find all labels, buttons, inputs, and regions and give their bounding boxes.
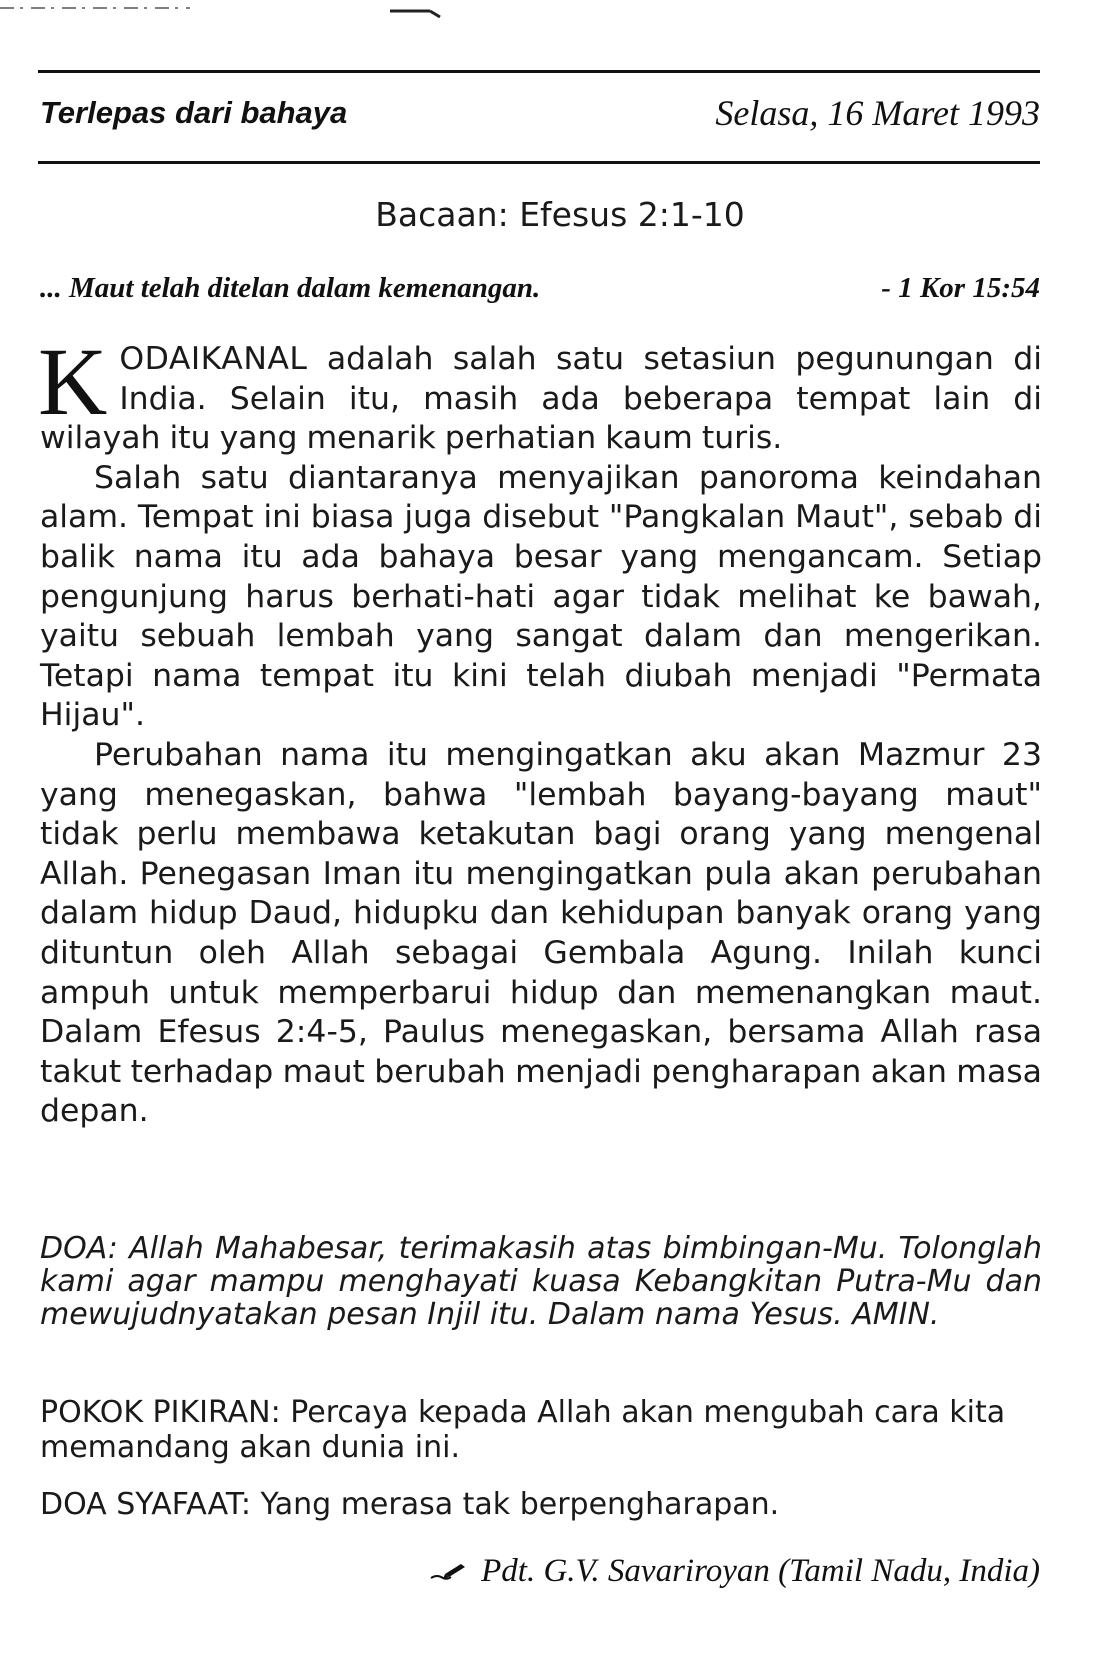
paragraph-1	[38, 328, 1042, 459]
devotion-title: Terlepas dari bahaya	[40, 95, 348, 130]
prayer: DOA: Allah Mahabesar, terimakasih atas bimbingan-Mu. Tolonglah kami agar mampu menghayati kuasa Kebangkitan Putra-Mu dan mewujudnyatakan pesan Injil itu. Dalam nama Yesus. AMIN.	[40, 1231, 1042, 1332]
key-verse	[40, 272, 1040, 305]
scripture-reading: Bacaan: Efesus 2:1-10	[375, 195, 745, 234]
header-bottom-rule	[38, 161, 1040, 164]
devotion-date: Selasa, 16 Maret 1993	[715, 93, 1040, 133]
paragraph-1-text: adalah salah satu setasiun pegunungan di India. Selain itu, masih ada beberapa tempat lain di wilayah itu yang menarik perhatian kaum turis.	[40, 341, 1042, 457]
drop-cap: K	[38, 328, 108, 435]
author-line	[427, 1553, 1040, 1590]
devotion-body	[38, 328, 1042, 1132]
main-thought: POKOK PIKIRAN: Percaya kepada Allah akan mengubah cara kita memandang akan dunia ini.	[40, 1395, 1006, 1465]
lead-word: ODAIKANAL	[119, 341, 308, 377]
key-verse-reference: - 1 Kor 15:54	[881, 272, 1040, 304]
key-verse-text: ... Maut telah ditelan dalam kemenangan.	[40, 272, 541, 304]
header-top-rule	[38, 70, 1040, 73]
intercession-prayer: DOA SYAFAAT: Yang merasa tak berpengharapan.	[40, 1487, 780, 1522]
pen-icon	[427, 1560, 467, 1584]
paragraph-2: Salah satu diantaranya menyajikan panoroma keindahan alam. Tempat ini biasa juga disebut "Pangkalan Maut", sebab di balik nama itu ada bahaya besar yang mengancam. Setiap pengunjung harus berhati-hati agar tidak melihat ke bawah, yaitu sebuah lembah yang sangat dalam dan mengerikan. Tetapi nama tempat itu kini telah diubah menjadi "Permata Hijau".	[40, 459, 1042, 734]
scan-marks	[0, 0, 1120, 30]
author-name: Pdt. G.V. Savariroyan (Tamil Nadu, India)	[481, 1553, 1040, 1589]
paragraph-3: Perubahan nama itu mengingatkan aku akan Mazmur 23 yang menegaskan, bahwa "lembah bayang-bayang maut" tidak perlu membawa ketakutan bagi orang yang mengenal Allah. Penegasan Iman itu mengingatkan pula akan perubahan dalam hidup Daud, hidupku dan kehidupan banyak orang yang dituntun oleh Allah sebagai Gembala Agung. Inilah kunci ampuh untuk memperbarui hidup dan memenangkan maut. Dalam Efesus 2:4-5, Paulus menegaskan, bersama Allah rasa takut terhadap maut berubah menjadi pengharapan akan masa depan.	[40, 736, 1042, 1130]
